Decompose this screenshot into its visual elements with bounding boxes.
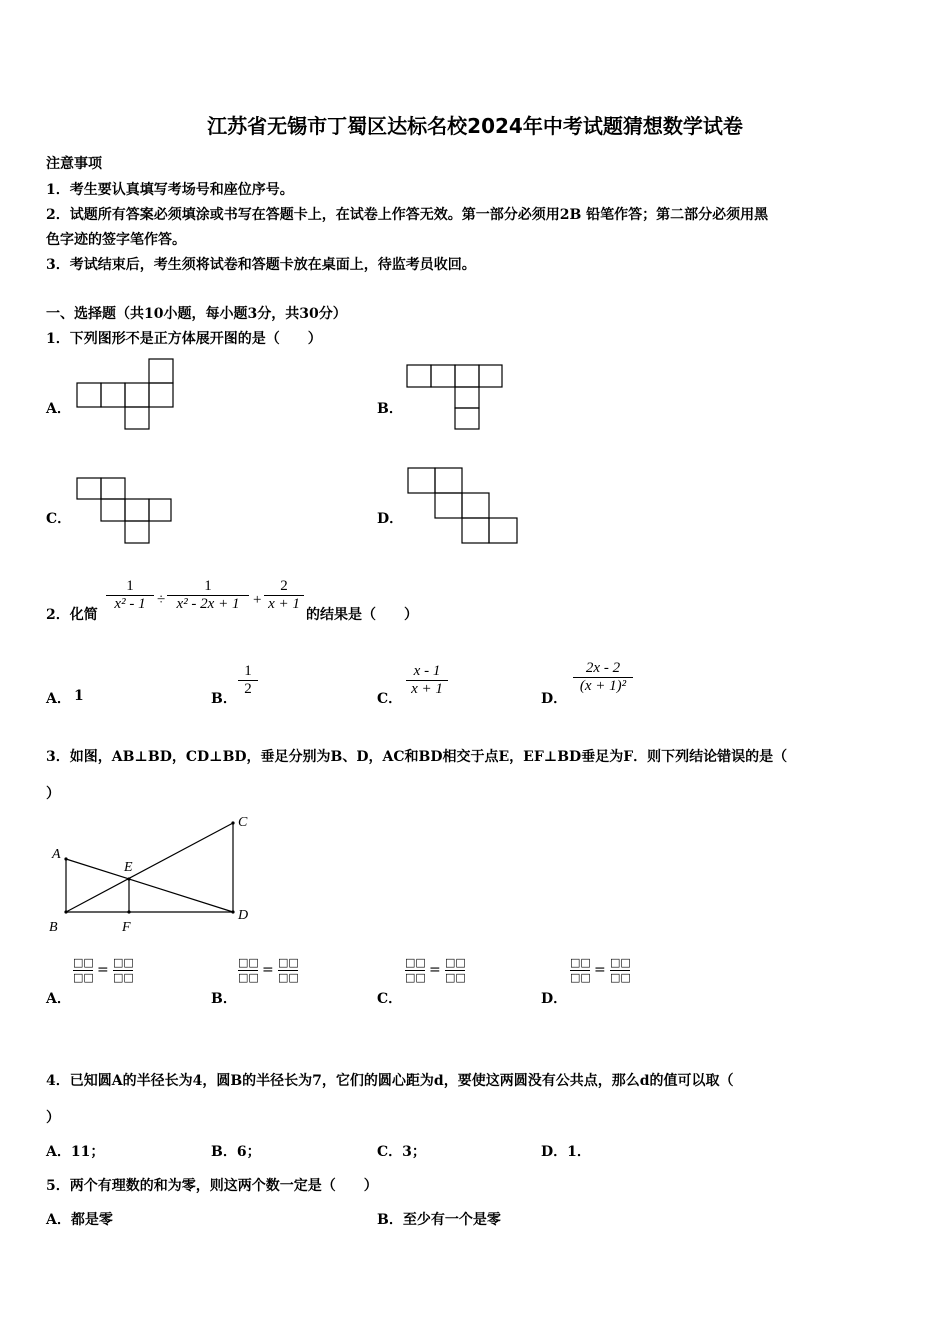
q2-option-a-label: A． <box>46 691 71 707</box>
q4-stem: 4．已知圆A的半径长为4，圆B的半径长为7，它们的圆心距为d，要使这两圆没有公共点，那么d的值可以取（ <box>46 1073 734 1089</box>
notice-heading: 注意事项 <box>46 156 102 172</box>
notice-item-3: 3．考试结束后，考生须将试卷和答题卡放在桌面上，待监考员收回。 <box>46 257 476 273</box>
q3-option-d-label: D． <box>541 991 568 1007</box>
q3-option-b-label: B． <box>211 991 237 1007</box>
point-label-c: C <box>238 815 248 830</box>
notice-item-1: 1．考生要认真填写考场号和座位序号。 <box>46 182 294 198</box>
q4-stem-end: ） <box>46 1110 60 1126</box>
point-label-d: D <box>238 908 249 923</box>
q2-c-num: x - 1 <box>413 663 441 679</box>
q4-option-d: D．1． <box>541 1144 591 1160</box>
point-label-f: F <box>122 920 131 935</box>
q1-option-b-label: B． <box>377 401 403 417</box>
q3-stem-end: ） <box>46 786 60 802</box>
q1-option-a-label: A． <box>46 401 71 417</box>
q2-f3-den: x + 1 <box>264 595 304 613</box>
q2-d-den: (x + 1)² <box>573 677 633 695</box>
q2-f1-num: 1 <box>126 578 134 594</box>
q2-f1-den: x² - 1 <box>106 595 154 613</box>
q2-suffix: 的结果是（ ） <box>306 607 418 623</box>
q4-option-c: C．3； <box>377 1144 426 1160</box>
q5-option-a: A．都是零 <box>46 1212 113 1228</box>
q2-b-den: 2 <box>238 680 258 698</box>
notice-item-2: 2．试题所有答案必须填涂或书写在答题卡上，在试卷上作答无效。第一部分必须用2B 铅笔作答；第二部分必须用黑 <box>46 207 769 223</box>
q2-d-num: 2x - 2 <box>585 660 621 676</box>
q2-option-a-value: 1 <box>74 688 84 704</box>
q2-f3-num: 2 <box>280 578 288 594</box>
q2-option-d-label: D． <box>541 691 568 707</box>
notice-item-2-cont: 色字迹的签字笔作答。 <box>46 232 186 248</box>
q2-f2-den: x² - 2x + 1 <box>167 595 249 613</box>
point-label-e: E <box>124 860 133 875</box>
q5-option-b: B．至少有一个是零 <box>377 1212 501 1228</box>
point-label-a: A <box>52 847 61 862</box>
q2-f2-num: 1 <box>204 578 212 594</box>
q2-option-b-label: B． <box>211 691 237 707</box>
q4-option-a: A．11； <box>46 1144 105 1160</box>
q2-op-divide: ÷ <box>157 592 166 608</box>
q2-c-den: x + 1 <box>406 680 448 698</box>
q5-stem: 5．两个有理数的和为零，则这两个数一定是（ ） <box>46 1178 378 1194</box>
q2-option-c-label: C． <box>377 691 403 707</box>
q4-option-b: B．6； <box>211 1144 261 1160</box>
q2-prefix: 2．化简 <box>46 607 98 623</box>
q1-option-d-label: D． <box>377 511 404 527</box>
page-title: 江苏省无锡市丁蜀区达标名校2024年中考试题猜想数学试卷 <box>207 114 743 138</box>
q3-option-c-label: C． <box>377 991 403 1007</box>
q3-stem: 3．如图，AB⊥BD，CD⊥BD，垂足分别为B、D，AC和BD相交于点E，EF⊥BD垂足为F．则下列结论错误的是（ <box>46 749 788 765</box>
q3-option-a-label: A． <box>46 991 71 1007</box>
point-label-b: B <box>49 920 58 935</box>
q2-b-num: 1 <box>244 663 252 679</box>
section-heading: 一、选择题（共10小题，每小题3分，共30分） <box>46 306 347 322</box>
q2-op-plus: + <box>253 592 262 608</box>
q1-option-c-label: C． <box>46 511 72 527</box>
q1-stem: 1．下列图形不是正方体展开图的是（ ） <box>46 331 322 347</box>
